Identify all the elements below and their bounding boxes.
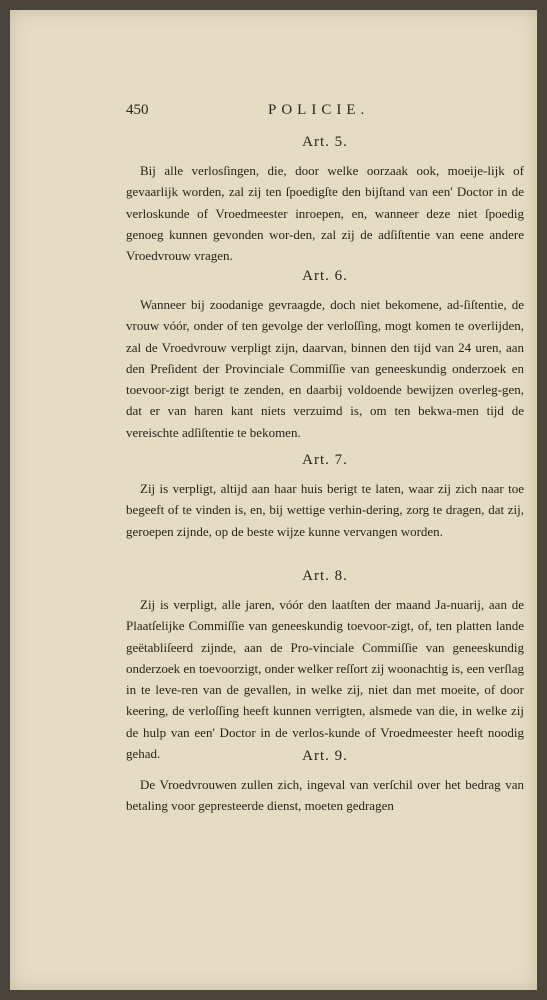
article-text: Zij is verpligt, altijd aan haar huis berigt te laten, waar zij zich naar toe begeeft of te vinden is, en, bij wettige verhin-dering, zorg te dragen, dat zij, geroepen zijnde, op de beste wijze kunne vervangen worden.	[126, 481, 524, 539]
page-number: 450	[126, 102, 149, 118]
article-heading: Art. 9.	[302, 748, 348, 764]
article-text: De Vroedvrouwen zullen zich, ingeval van verſchil over het bedrag van betaling voor gepresteerde dienst, moeten gedragen	[126, 777, 524, 814]
article-text: Wanneer bij zoodanige gevraagde, doch niet bekomene, ad-ſiſtentie, de vrouw vóór, onder of ten gevolge der verloſſing, mogt komen te overlijden, zal de Vroedvrouw verpligt zijn, daarvan, binnen den tijd van 24 uren, aan den Preſident der Provinciale Commiſſie van geneeskundig onderzoek en toevoor-zigt berigt te zenden, en daarbij voldoende bewijzen overleg-gen, dat er van haren kant niets verzuimd is, om ten bekwa-men tijd de vereischte adſiſtentie te bekomen.	[126, 297, 524, 440]
article-8	[126, 566, 524, 764]
article-heading: Art. 7.	[302, 452, 348, 468]
running-title: POLICIE.	[268, 102, 370, 118]
article-text: Zij is verpligt, alle jaren, vóór den laatſten der maand Ja-nuarij, aan de Plaatſelijke Commiſſie van geneeskundig toevoor-zigt, of, ten platten lande geëtabliſeerd zijnde, aan de Pro-vinciale Commiſſie van geneeskundig onderzoek en toevoorzigt, onder welker reſſort zij woonachtig is, een verſlag in te leve-ren van de gevallen, in welke zij, niet dan met moeite, of door keering, de verloſſing heeft kunnen verrigten, alsmede van die, in welke zij de hulp van een' Doctor in de verlos-kunde of Vroedmeester heeft noodig gehad.	[126, 597, 524, 762]
article-heading: Art. 6.	[302, 268, 348, 284]
article-heading: Art. 8.	[302, 568, 348, 584]
article-text: Bij alle verlosſingen, die, door welke oorzaak ook, moeije-lijk of gevaarlijk worden, zal zij ten ſpoedigſte den bijſtand van een' Doctor in de verloskunde of Vroedmeester inroepen, en, wanneer deze niet ſpoedig genoeg kunnen gevonden wor-den, zal zij de adſiſtentie van eene andere Vroedvrouw vragen.	[126, 163, 524, 264]
article-5	[126, 132, 524, 266]
article-heading: Art. 5.	[302, 134, 348, 150]
book-page	[10, 10, 537, 990]
page-header	[126, 102, 526, 122]
article-7	[126, 450, 524, 542]
article-6	[126, 266, 524, 443]
article-9	[126, 746, 524, 817]
